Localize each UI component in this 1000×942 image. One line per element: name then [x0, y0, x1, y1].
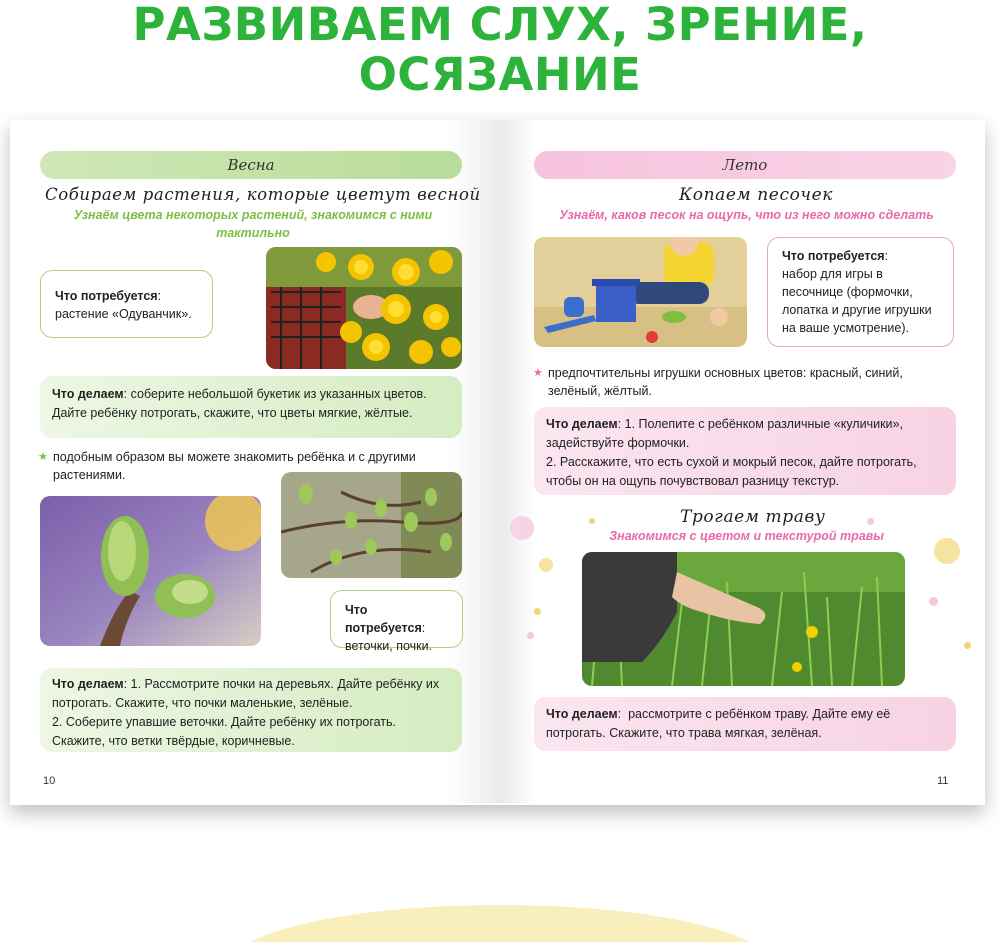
decor-dot	[534, 608, 541, 615]
need-box-sand: Что потребуется: набор для игры в песочнице (формочки, лопатка и другие игрушки на ваше усмотрение).	[767, 237, 954, 347]
decor-dot	[510, 516, 534, 540]
page-number-left: 10	[43, 775, 56, 787]
decor-dot	[539, 558, 553, 572]
decor-dot	[527, 632, 534, 639]
do-box-twigs: Что делаем: 1. Рассмотрите почки на деревьях. Дайте ребёнку их потрогать. Скажите, что почки маленькие, зелёные. 2. Соберите упавшие веточки. Дайте ребёнку их потрогать. Скажите, что ветки твёрдые, коричневые.	[40, 668, 462, 752]
decor-dot	[929, 597, 938, 606]
decor-dot	[964, 642, 971, 649]
need-box-twigs: Что потребуется: веточки, почки.	[330, 590, 463, 648]
activity-title-sand: Копаем песочек	[679, 185, 833, 205]
need-label: Что потребуется	[345, 603, 422, 635]
need-text: набор для игры в песочнице (формочки, лопатка и другие игрушки на ваше усмотрение).	[782, 267, 932, 335]
do-text-1: 1. Рассмотрите почки на деревьях. Дайте ребёнку их потрогать. Скажите, что почки маленькие, зелёные.	[52, 677, 440, 710]
note-other-plants: подобным образом вы можете знакомить ребёнка и с другими растениями.	[53, 450, 416, 482]
branches-photo	[281, 472, 462, 578]
do-text-1: 1. Полепите с ребёнком различные «куличики», задействуйте формочки.	[546, 417, 903, 450]
activity-subtitle-grass: Знакомимся с цветом и текстурой травы	[609, 529, 884, 543]
right-page	[497, 120, 985, 803]
star-icon: ★	[38, 451, 48, 463]
note-toy-colors: предпочтительны игрушки основных цветов: красный, синий, зелёный, жёлтый.	[548, 366, 903, 398]
page-headline: РАЗВИВАЕМ СЛУХ, ЗРЕНИЕ, ОСЯЗАНИЕ	[132, 0, 868, 101]
do-box-dandelion: Что делаем: соберите небольшой букетик из указанных цветов. Дайте ребёнку потрогать, скажите, что цветы мягкие, жёлтые.	[40, 376, 462, 438]
need-text: растение «Одуванчик».	[55, 307, 192, 321]
activity-subtitle-sand: Узнаём, каков песок на ощупь, что из него можно сделать	[559, 208, 934, 222]
need-text: веточки, почки.	[345, 639, 433, 653]
do-box-grass: Что делаем: рассмотрите с ребёнком траву. Дайте ему её потрогать. Скажите, что трава мягкая, зелёная.	[534, 697, 956, 751]
do-label: Что делаем	[52, 387, 124, 401]
do-box-sand: Что делаем: 1. Полепите с ребёнком различные «куличики», задействуйте формочки. 2. Расскажите, что есть сухой и мокрый песок, дайте потрогать, чтобы он на ощупь почувствовал разницу текстур.	[534, 407, 956, 495]
do-text: соберите небольшой букетик из указанных цветов. Дайте ребёнку потрогать, скажите, что цветы мягкие, жёлтые.	[52, 387, 427, 420]
do-label: Что делаем	[52, 677, 124, 691]
season-bar-spring: Весна	[40, 151, 462, 179]
do-text-2: 2. Расскажите, что есть сухой и мокрый песок, дайте потрогать, чтобы он на ощупь почувствовал разницу текстур.	[546, 455, 917, 488]
activity-title-grass: Трогаем траву	[680, 507, 826, 527]
season-bar-summer: Лето	[534, 151, 956, 179]
decor-bottom-arc	[230, 905, 770, 942]
do-label: Что делаем	[546, 417, 618, 431]
page-number-right: 11	[937, 775, 949, 787]
star-icon: ★	[533, 367, 543, 379]
need-label: Что потребуется	[782, 249, 885, 263]
grass-photo	[582, 552, 905, 686]
dandelion-photo	[266, 247, 462, 369]
do-text-2: 2. Соберите упавшие веточки. Дайте ребёнку их потрогать. Скажите, что ветки твёрдые, коричневые.	[52, 715, 397, 748]
do-label: Что делаем	[546, 707, 618, 721]
left-page	[13, 120, 497, 803]
sandbox-photo	[534, 237, 747, 347]
activity-title: Собираем растения, которые цветут весной	[45, 185, 481, 204]
activity-subtitle: Узнаём цвета некоторых растений, знакомимся с ними тактильно	[73, 208, 433, 240]
decor-dot	[589, 518, 595, 524]
need-box-dandelion: Что потребуется: растение «Одуванчик».	[40, 270, 213, 338]
decor-dot	[934, 538, 960, 564]
do-text: рассмотрите с ребёнком траву. Дайте ему её потрогать. Скажите, что трава мягкая, зелёная.	[546, 707, 891, 740]
bud-closeup-photo	[40, 496, 261, 646]
decor-dot	[867, 518, 874, 525]
need-label: Что потребуется	[55, 289, 158, 303]
